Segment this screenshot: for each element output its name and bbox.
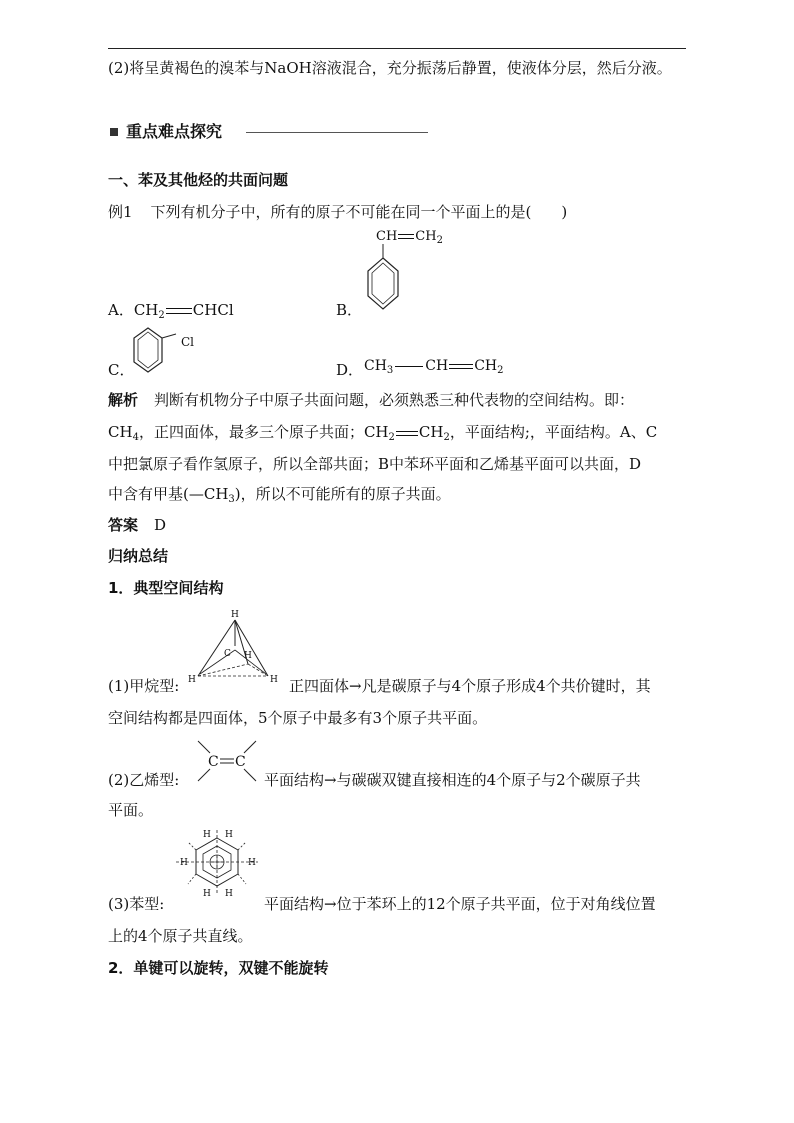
- svg-text:H: H: [203, 889, 211, 899]
- section-title: 重点难点探究: [126, 122, 223, 141]
- option-b-benzene-ring: [360, 244, 410, 324]
- item-1-title: 1．典型空间结构: [108, 579, 224, 597]
- svg-text:H: H: [231, 610, 239, 620]
- option-d-formula: $CH_3$ CH $CH_2$: [364, 358, 504, 376]
- answer-value: D: [154, 516, 167, 534]
- svg-text:C: C: [208, 754, 219, 770]
- option-b-label: B．: [336, 301, 363, 319]
- svg-text:H: H: [270, 675, 278, 685]
- top-line: (2)将呈黄褐色的溴苯与NaOH溶液混合，充分振荡后静置，使液体分层，然后分液。: [108, 59, 672, 77]
- methane-tetrahedron-diagram: [186, 606, 286, 686]
- answer-label: 答案: [108, 516, 139, 534]
- answer-line: [108, 515, 166, 535]
- item-2-title: 2．单键可以旋转，双键不能旋转: [108, 959, 329, 977]
- methane-label: (1)甲烷型:: [108, 677, 180, 695]
- section-title-rule: [246, 132, 428, 133]
- svg-text:H: H: [203, 830, 211, 840]
- svg-text:H: H: [225, 889, 233, 899]
- benzene-structure-diagram: [172, 828, 262, 914]
- section-square-icon: [110, 128, 118, 136]
- svg-text:C: C: [235, 754, 246, 770]
- example-label: 例1: [108, 203, 133, 221]
- benzene-label: (3)苯型:: [108, 895, 165, 913]
- option-c-label: C．: [108, 361, 135, 379]
- analysis-line-3: 中把氯原子看作氢原子，所以全部共面；B中苯环平面和乙烯基平面可以共面，D: [108, 455, 642, 473]
- analysis-label: 解析: [108, 391, 139, 409]
- ethylene-text-1: 平面结构→与碳碳双键直接相连的4个原子与2个碳原子共: [264, 771, 641, 789]
- double-bond: [166, 308, 192, 314]
- svg-text:H: H: [225, 830, 233, 840]
- option-d-label: D．: [336, 361, 364, 379]
- example-question-text: 下列有机分子中，所有的原子不可能在同一个平面上的是( ): [150, 203, 568, 221]
- double-bond: [396, 431, 418, 436]
- svg-text:H: H: [244, 651, 252, 661]
- analysis-line-4: 中含有甲基$(—CH_3)$，所以不可能所有的原子共面。: [108, 485, 451, 505]
- double-bond: [449, 364, 473, 369]
- option-c-chlorobenzene: [132, 328, 202, 378]
- methane-text-1: 正四面体→凡是碳原子与4个原子形成4个共价键时，其: [289, 677, 651, 695]
- example-question: [108, 202, 567, 222]
- ethylene-structure-diagram: [194, 737, 264, 787]
- svg-text:H: H: [248, 858, 256, 868]
- svg-text:H: H: [188, 675, 196, 685]
- summary-title: 归纳总结: [108, 547, 169, 565]
- subsection-title: 一、苯及其他烃的共面问题: [108, 171, 289, 189]
- svg-text:C: C: [224, 649, 231, 659]
- analysis-line-1: 解析 判断有机物分子中原子共面问题，必须熟悉三种代表物的空间结构。即：: [108, 391, 635, 409]
- ethylene-label: (2)乙烯型:: [108, 771, 180, 789]
- methane-line-1: [108, 676, 179, 696]
- svg-text:H: H: [180, 858, 188, 868]
- analysis-line-2: $CH_4$，正四面体，最多三个原子共面；$CH_2$ $CH_2$，平面结构;，平面结构。A、C: [108, 423, 658, 443]
- option-c-cl-label: Cl: [181, 335, 195, 349]
- header-rule: [108, 48, 686, 49]
- benzene-text-1: 平面结构→位于苯环上的12个原子共平面，位于对角线位置: [264, 895, 656, 913]
- benzene-text-2: 上的4个原子共直线。: [108, 927, 253, 945]
- methane-text-2: 空间结构都是四面体，5个原子中最多有3个原子共平面。: [108, 709, 488, 727]
- ethylene-text-2: 平面。: [108, 801, 154, 819]
- single-bond: [395, 366, 423, 367]
- option-b-vinyl: CH $CH_2$: [376, 229, 443, 246]
- option-a: A．$CH_2$ CHCl: [108, 301, 234, 321]
